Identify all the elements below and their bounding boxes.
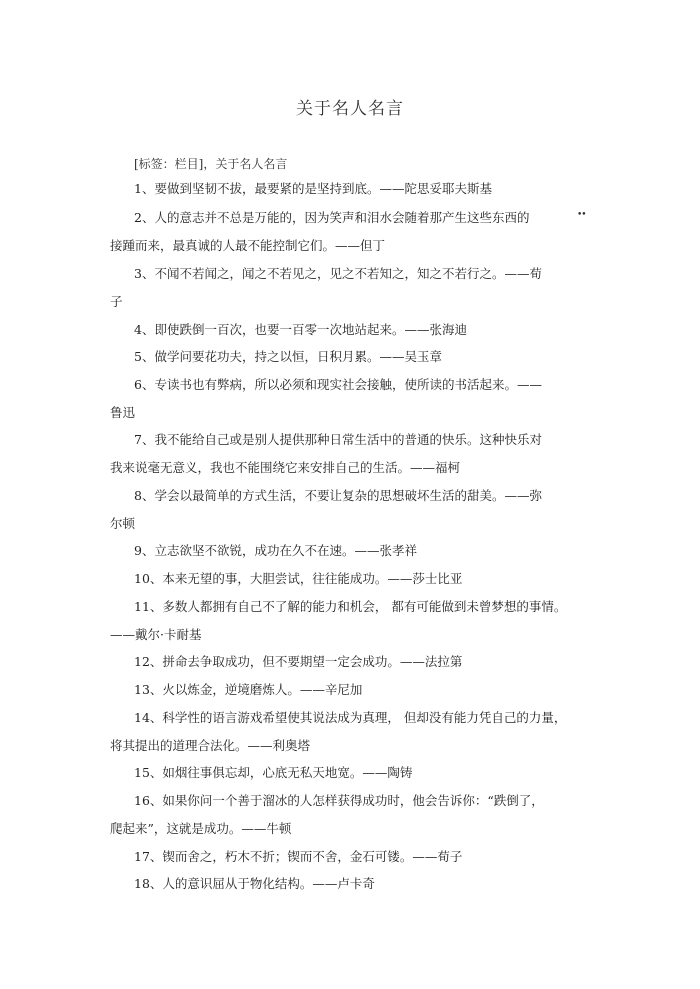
quote-9-line-1: 9、立志欲坚不欲锐，成功在久不在速。——张孝祥 (134, 543, 417, 558)
quote-8-line-2: 尔顿 (110, 516, 136, 531)
quote-16-line-2: 爬起来”，这就是成功。——牛顿 (110, 821, 292, 836)
quote-16-line-1: 16、如果你问一个善于溜冰的人怎样获得成功时，他会告诉你：“跌倒了， (134, 793, 544, 808)
tag-line: [标签：栏目]，关于名人名言 (134, 157, 288, 171)
quote-18-line-1: 18、人的意识屈从于物化结构。——卢卡奇 (134, 876, 375, 891)
quote-5-line-1: 5、做学问要花功夫，持之以恒，日积月累。——吴玉章 (134, 349, 442, 364)
quote-2-line-1: 2、人的意志并不总是万能的，因为笑声和泪水会随着那产生这些东西的 (134, 210, 530, 225)
quote-14-line-2: 将其提出的道理合法化。——利奥塔 (110, 738, 311, 753)
quote-12-line-1: 12、拼命去争取成功，但不要期望一定会成功。——法拉第 (134, 654, 463, 669)
quote-17-line-1: 17、锲而舍之，朽木不折；锲而不舍，金石可镂。——荀子 (134, 849, 463, 864)
quote-8-line-1: 8、学会以最简单的方式生活，不要让复杂的思想破坏生活的甜美。——弥 (134, 488, 542, 503)
quote-14-line-1: 14、科学性的语言游戏希望使其说法成为真理， 但却没有能力凭自己的力量， (134, 710, 567, 725)
quote-3-line-1: 3、不闻不若闻之，闻之不若见之，见之不若知之，知之不若行之。——荀 (134, 266, 542, 281)
quote-7-line-2: 我来说毫无意义，我也不能围绕它来安排自己的生活。——福柯 (110, 460, 461, 475)
quote-2-line-2: 接踵而来，最真诚的人最不能控制它们。——但丁 (110, 238, 386, 253)
quote-10-line-1: 10、本来无望的事，大胆尝试，往往能成功。——莎士比亚 (134, 571, 463, 586)
quote-11-line-2: ——戴尔·卡耐基 (110, 627, 202, 642)
margin-mark: •• (577, 210, 586, 220)
quote-4-line-1: 4、即使跌倒一百次，也要一百零一次地站起来。——张海迪 (134, 322, 467, 337)
quote-11-line-1: 11、多数人都拥有自己不了解的能力和机会， 都有可能做到未曾梦想的事情。 (134, 599, 567, 614)
quote-13-line-1: 13、火以炼金，逆境磨炼人。——辛尼加 (134, 682, 363, 697)
quote-6-line-1: 6、专读书也有弊病，所以必须和现实社会接触，使所读的书活起来。—— (134, 377, 542, 392)
quote-7-line-1: 7、我不能给自己或是别人提供那种日常生活中的普通的快乐。这种快乐对 (134, 432, 542, 447)
quote-3-line-2: 子 (110, 294, 123, 309)
page-title: 关于名人名言 (296, 99, 404, 119)
quote-1-line-1: 1、要做到坚韧不拔，最要紧的是坚持到底。——陀思妥耶夫斯基 (134, 181, 492, 196)
quote-6-line-2: 鲁迅 (110, 405, 136, 420)
quote-15-line-1: 15、如烟往事俱忘却，心底无私天地宽。——陶铸 (134, 765, 413, 780)
